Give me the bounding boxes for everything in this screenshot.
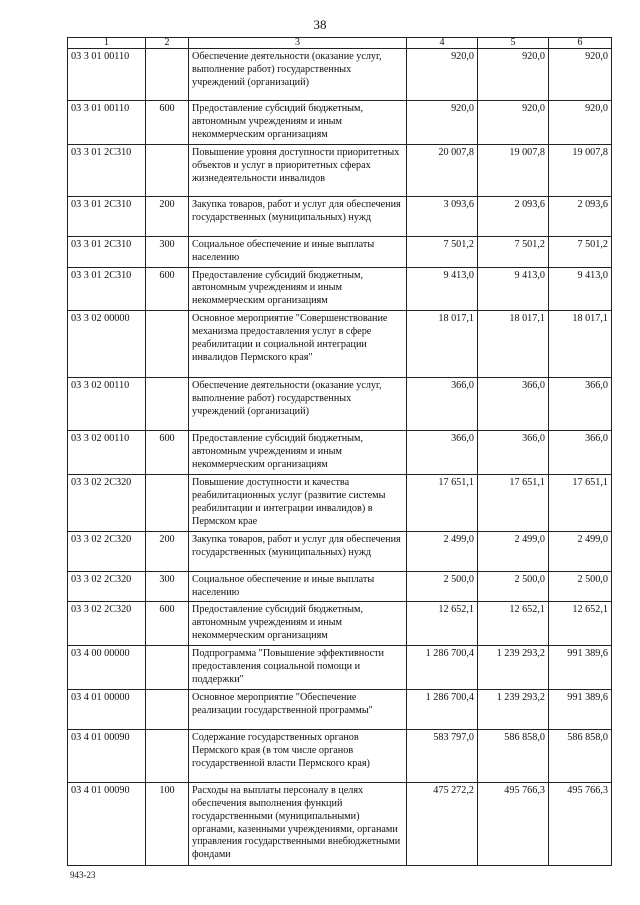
row-amount-col6: 2 499,0 [549, 531, 612, 571]
row-amount-col4: 920,0 [407, 101, 478, 145]
row-amount-col6: 366,0 [549, 378, 612, 431]
row-description: Предоставление субсидий бюджетным, автономным учреждениям и иным некоммерческим организациям [189, 101, 407, 145]
row-amount-col5: 2 499,0 [478, 531, 549, 571]
row-amount-col6: 920,0 [549, 101, 612, 145]
row-code: 03 3 02 00110 [68, 378, 146, 431]
table-row [68, 571, 612, 602]
row-expense-type: 600 [146, 267, 189, 311]
row-description: Социальное обеспечение и иные выплаты населению [189, 236, 407, 267]
row-description: Закупка товаров, работ и услуг для обеспечения государственных (муниципальных) нужд [189, 531, 407, 571]
row-amount-col5: 920,0 [478, 101, 549, 145]
row-amount-col4: 9 413,0 [407, 267, 478, 311]
row-description: Закупка товаров, работ и услуг для обеспечения государственных (муниципальных) нужд [189, 196, 407, 236]
row-expense-type [146, 646, 189, 690]
row-amount-col5: 12 652,1 [478, 602, 549, 646]
row-amount-col5: 366,0 [478, 431, 549, 475]
row-code: 03 4 00 00000 [68, 646, 146, 690]
row-code: 03 3 01 2С310 [68, 196, 146, 236]
row-amount-col5: 366,0 [478, 378, 549, 431]
row-amount-col5: 17 651,1 [478, 474, 549, 531]
row-description: Предоставление субсидий бюджетным, автономным учреждениям и иным некоммерческим организациям [189, 602, 407, 646]
table-body [68, 49, 612, 866]
row-amount-col6: 495 766,3 [549, 782, 612, 865]
row-amount-col5: 1 239 293,2 [478, 689, 549, 729]
row-amount-col5: 7 501,2 [478, 236, 549, 267]
row-description: Обеспечение деятельности (оказание услуг, выполнение работ) государственных учреждений (организаций) [189, 49, 407, 101]
row-amount-col6: 366,0 [549, 431, 612, 475]
row-amount-col4: 1 286 700,4 [407, 689, 478, 729]
row-expense-type [146, 378, 189, 431]
row-description: Обеспечение деятельности (оказание услуг, выполнение работ) государственных учреждений (организаций) [189, 378, 407, 431]
row-amount-col5: 18 017,1 [478, 311, 549, 378]
column-header: 4 [407, 38, 478, 49]
row-expense-type: 600 [146, 602, 189, 646]
table-row [68, 144, 612, 196]
row-description: Повышение уровня доступности приоритетных объектов и услуг в приоритетных сферах жизнедеятельности инвалидов [189, 144, 407, 196]
row-description: Содержание государственных органов Пермского края (в том числе органов государственной власти Пермского края) [189, 729, 407, 782]
row-code: 03 4 01 00090 [68, 729, 146, 782]
row-description: Основное мероприятие "Совершенствование механизма предоставления услуг в сфере реабилитации и социальной интеграции инвалидов Пермского края" [189, 311, 407, 378]
row-description: Расходы на выплаты персоналу в целях обеспечения выполнения функций государственными (муниципальными) органами, казенными учреждениями, органами управления государственными внебюджетными фондами [189, 782, 407, 865]
table-row [68, 311, 612, 378]
row-expense-type: 600 [146, 431, 189, 475]
row-expense-type [146, 144, 189, 196]
row-amount-col6: 2 500,0 [549, 571, 612, 602]
table-row [68, 646, 612, 690]
row-amount-col6: 920,0 [549, 49, 612, 101]
row-amount-col5: 495 766,3 [478, 782, 549, 865]
row-amount-col6: 12 652,1 [549, 602, 612, 646]
row-description: Предоставление субсидий бюджетным, автономным учреждениям и иным некоммерческим организациям [189, 431, 407, 475]
row-expense-type [146, 689, 189, 729]
row-expense-type: 300 [146, 236, 189, 267]
row-amount-col6: 17 651,1 [549, 474, 612, 531]
row-amount-col4: 12 652,1 [407, 602, 478, 646]
row-code: 03 3 01 2С310 [68, 144, 146, 196]
row-expense-type: 300 [146, 571, 189, 602]
row-amount-col6: 7 501,2 [549, 236, 612, 267]
row-amount-col4: 20 007,8 [407, 144, 478, 196]
row-code: 03 3 02 2С320 [68, 571, 146, 602]
row-amount-col4: 366,0 [407, 378, 478, 431]
row-amount-col6: 2 093,6 [549, 196, 612, 236]
table-row [68, 531, 612, 571]
row-code: 03 3 02 00110 [68, 431, 146, 475]
row-expense-type: 600 [146, 101, 189, 145]
column-header: 6 [549, 38, 612, 49]
row-amount-col5: 9 413,0 [478, 267, 549, 311]
row-amount-col5: 586 858,0 [478, 729, 549, 782]
row-amount-col4: 18 017,1 [407, 311, 478, 378]
table-row [68, 729, 612, 782]
budget-table [67, 37, 612, 866]
column-number-row [68, 38, 612, 49]
row-amount-col6: 18 017,1 [549, 311, 612, 378]
row-description: Подпрограмма "Повышение эффективности предоставления социальной помощи и поддержки" [189, 646, 407, 690]
row-code: 03 3 01 2С310 [68, 236, 146, 267]
row-code: 03 3 02 2С320 [68, 602, 146, 646]
row-expense-type [146, 311, 189, 378]
row-amount-col6: 991 389,6 [549, 646, 612, 690]
row-amount-col5: 2 500,0 [478, 571, 549, 602]
row-expense-type [146, 729, 189, 782]
row-expense-type [146, 474, 189, 531]
row-amount-col4: 2 500,0 [407, 571, 478, 602]
table-row [68, 236, 612, 267]
table-row [68, 602, 612, 646]
row-code: 03 3 01 00110 [68, 101, 146, 145]
row-amount-col6: 9 413,0 [549, 267, 612, 311]
row-expense-type: 200 [146, 531, 189, 571]
table-row [68, 196, 612, 236]
row-code: 03 3 02 2С320 [68, 474, 146, 531]
row-code: 03 3 01 2С310 [68, 267, 146, 311]
table-row [68, 267, 612, 311]
row-description: Предоставление субсидий бюджетным, автономным учреждениям и иным некоммерческим организациям [189, 267, 407, 311]
row-description: Повышение доступности и качества реабилитационных услуг (развитие системы реабилитации и интеграции инвалидов) в Пермском крае [189, 474, 407, 531]
table-row [68, 689, 612, 729]
row-amount-col4: 3 093,6 [407, 196, 478, 236]
row-expense-type: 200 [146, 196, 189, 236]
row-expense-type [146, 49, 189, 101]
row-code: 03 3 01 00110 [68, 49, 146, 101]
row-amount-col4: 366,0 [407, 431, 478, 475]
table-row [68, 431, 612, 475]
column-header: 3 [189, 38, 407, 49]
row-description: Основное мероприятие "Обеспечение реализации государственной программы" [189, 689, 407, 729]
table-row [68, 782, 612, 865]
row-amount-col4: 2 499,0 [407, 531, 478, 571]
row-amount-col5: 19 007,8 [478, 144, 549, 196]
table-row [68, 378, 612, 431]
row-code: 03 3 02 2С320 [68, 531, 146, 571]
row-code: 03 4 01 00000 [68, 689, 146, 729]
row-amount-col4: 920,0 [407, 49, 478, 101]
page-number: 38 [313, 17, 327, 32]
row-amount-col5: 1 239 293,2 [478, 646, 549, 690]
row-amount-col4: 583 797,0 [407, 729, 478, 782]
row-code: 03 3 02 00000 [68, 311, 146, 378]
document-footer-code: 943-23 [70, 870, 96, 880]
column-header: 5 [478, 38, 549, 49]
row-amount-col6: 19 007,8 [549, 144, 612, 196]
row-amount-col5: 2 093,6 [478, 196, 549, 236]
table-row [68, 49, 612, 101]
row-amount-col4: 475 272,2 [407, 782, 478, 865]
row-amount-col6: 586 858,0 [549, 729, 612, 782]
table-row [68, 474, 612, 531]
row-expense-type: 100 [146, 782, 189, 865]
column-header: 1 [68, 38, 146, 49]
row-amount-col6: 991 389,6 [549, 689, 612, 729]
table-row [68, 101, 612, 145]
row-amount-col4: 7 501,2 [407, 236, 478, 267]
column-header: 2 [146, 38, 189, 49]
row-description: Социальное обеспечение и иные выплаты населению [189, 571, 407, 602]
row-amount-col5: 920,0 [478, 49, 549, 101]
row-amount-col4: 1 286 700,4 [407, 646, 478, 690]
row-amount-col4: 17 651,1 [407, 474, 478, 531]
row-code: 03 4 01 00090 [68, 782, 146, 865]
